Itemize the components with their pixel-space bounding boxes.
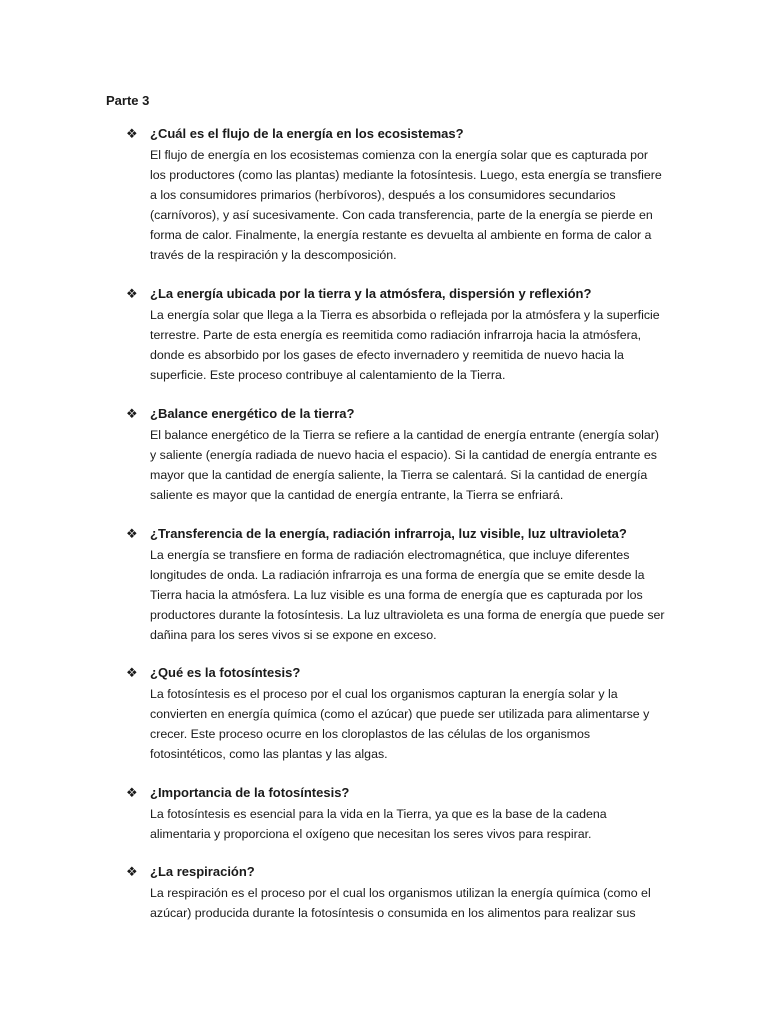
diamond-bullet-icon: ❖	[126, 526, 138, 541]
qa-item	[126, 525, 665, 645]
diamond-bullet-icon: ❖	[126, 286, 138, 301]
question-heading: ¿La respiración?	[150, 864, 255, 879]
qa-item	[126, 863, 660, 923]
answer-paragraph: La energía se transfiere en forma de radiación electromagnética, que incluye diferentes longitudes de onda. La radiación infrarroja es una forma de energía que se emite desde la Tierra hacia la atmósfera. La luz visible es una forma de energía que es capturada por los productores durante la fotosíntesis. La luz ultravioleta es una forma de energía que puede ser dañina para los seres vivos si se expone en exceso.	[150, 548, 665, 642]
qa-item	[126, 125, 662, 265]
question-heading: ¿Balance energético de la tierra?	[150, 406, 355, 421]
diamond-bullet-icon: ❖	[126, 665, 138, 680]
answer-paragraph: La energía solar que llega a la Tierra es absorbida o reflejada por la atmósfera y la superficie terrestre. Parte de esta energía es reemitida como radiación infrarroja hacia la atmósfera, donde es absorbido por los gases de efecto invernadero y reemitida de nuevo hacia la superficie. Este proceso contribuye al calentamiento de la Tierra.	[150, 308, 660, 382]
diamond-bullet-icon: ❖	[126, 785, 138, 800]
section-title: Parte 3	[106, 93, 150, 108]
diamond-bullet-icon: ❖	[126, 126, 138, 141]
question-heading: ¿Cuál es el flujo de la energía en los ecosistemas?	[150, 126, 464, 141]
answer-paragraph: La fotosíntesis es el proceso por el cual los organismos capturan la energía solar y la convierten en energía química (como el azúcar) que puede ser utilizada para alimentarse y crecer. Este proceso ocurre en los cloroplastos de las células de los organismos fotosintéticos, como las plantas y las algas.	[150, 687, 650, 761]
answer-paragraph: El flujo de energía en los ecosistemas comienza con la energía solar que es capturada por los productores (como las plantas) mediante la fotosíntesis. Luego, esta energía se transfiere a los consumidores primarios (herbívoros), después a los consumidores secundarios (carnívoros), y así sucesivamente. Con cada transferencia, parte de la energía se pierde en forma de calor. Finalmente, la energía restante es devuelta al ambiente en forma de calor a través de la respiración y la descomposición.	[150, 148, 662, 262]
question-heading: ¿Qué es la fotosíntesis?	[150, 665, 301, 680]
answer-paragraph: La fotosíntesis es esencial para la vida en la Tierra, ya que es la base de la cadena alimentaria y proporciona el oxígeno que necesitan los seres vivos para respirar.	[150, 807, 607, 841]
diamond-bullet-icon: ❖	[126, 864, 138, 879]
qa-item	[126, 285, 660, 385]
question-heading: ¿Importancia de la fotosíntesis?	[150, 785, 350, 800]
answer-paragraph: El balance energético de la Tierra se refiere a la cantidad de energía entrante (energía solar) y saliente (energía radiada de nuevo hacia el espacio). Si la cantidad de energía entrante es mayor que la cantidad de energía saliente, la Tierra se calentará. Si la cantidad de energía saliente es mayor que la cantidad de energía entrante, la Tierra se enfriará.	[150, 428, 660, 502]
qa-item	[126, 664, 660, 764]
qa-item	[126, 405, 660, 505]
question-heading: ¿Transferencia de la energía, radiación infrarroja, luz visible, luz ultravioleta?	[150, 526, 627, 541]
question-heading: ¿La energía ubicada por la tierra y la atmósfera, dispersión y reflexión?	[150, 286, 592, 301]
diamond-bullet-icon: ❖	[126, 406, 138, 421]
answer-paragraph: La respiración es el proceso por el cual los organismos utilizan la energía química (como el azúcar) producida durante la fotosíntesis o consumida en los alimentos para realizar sus	[150, 886, 651, 920]
qa-item	[126, 784, 660, 844]
